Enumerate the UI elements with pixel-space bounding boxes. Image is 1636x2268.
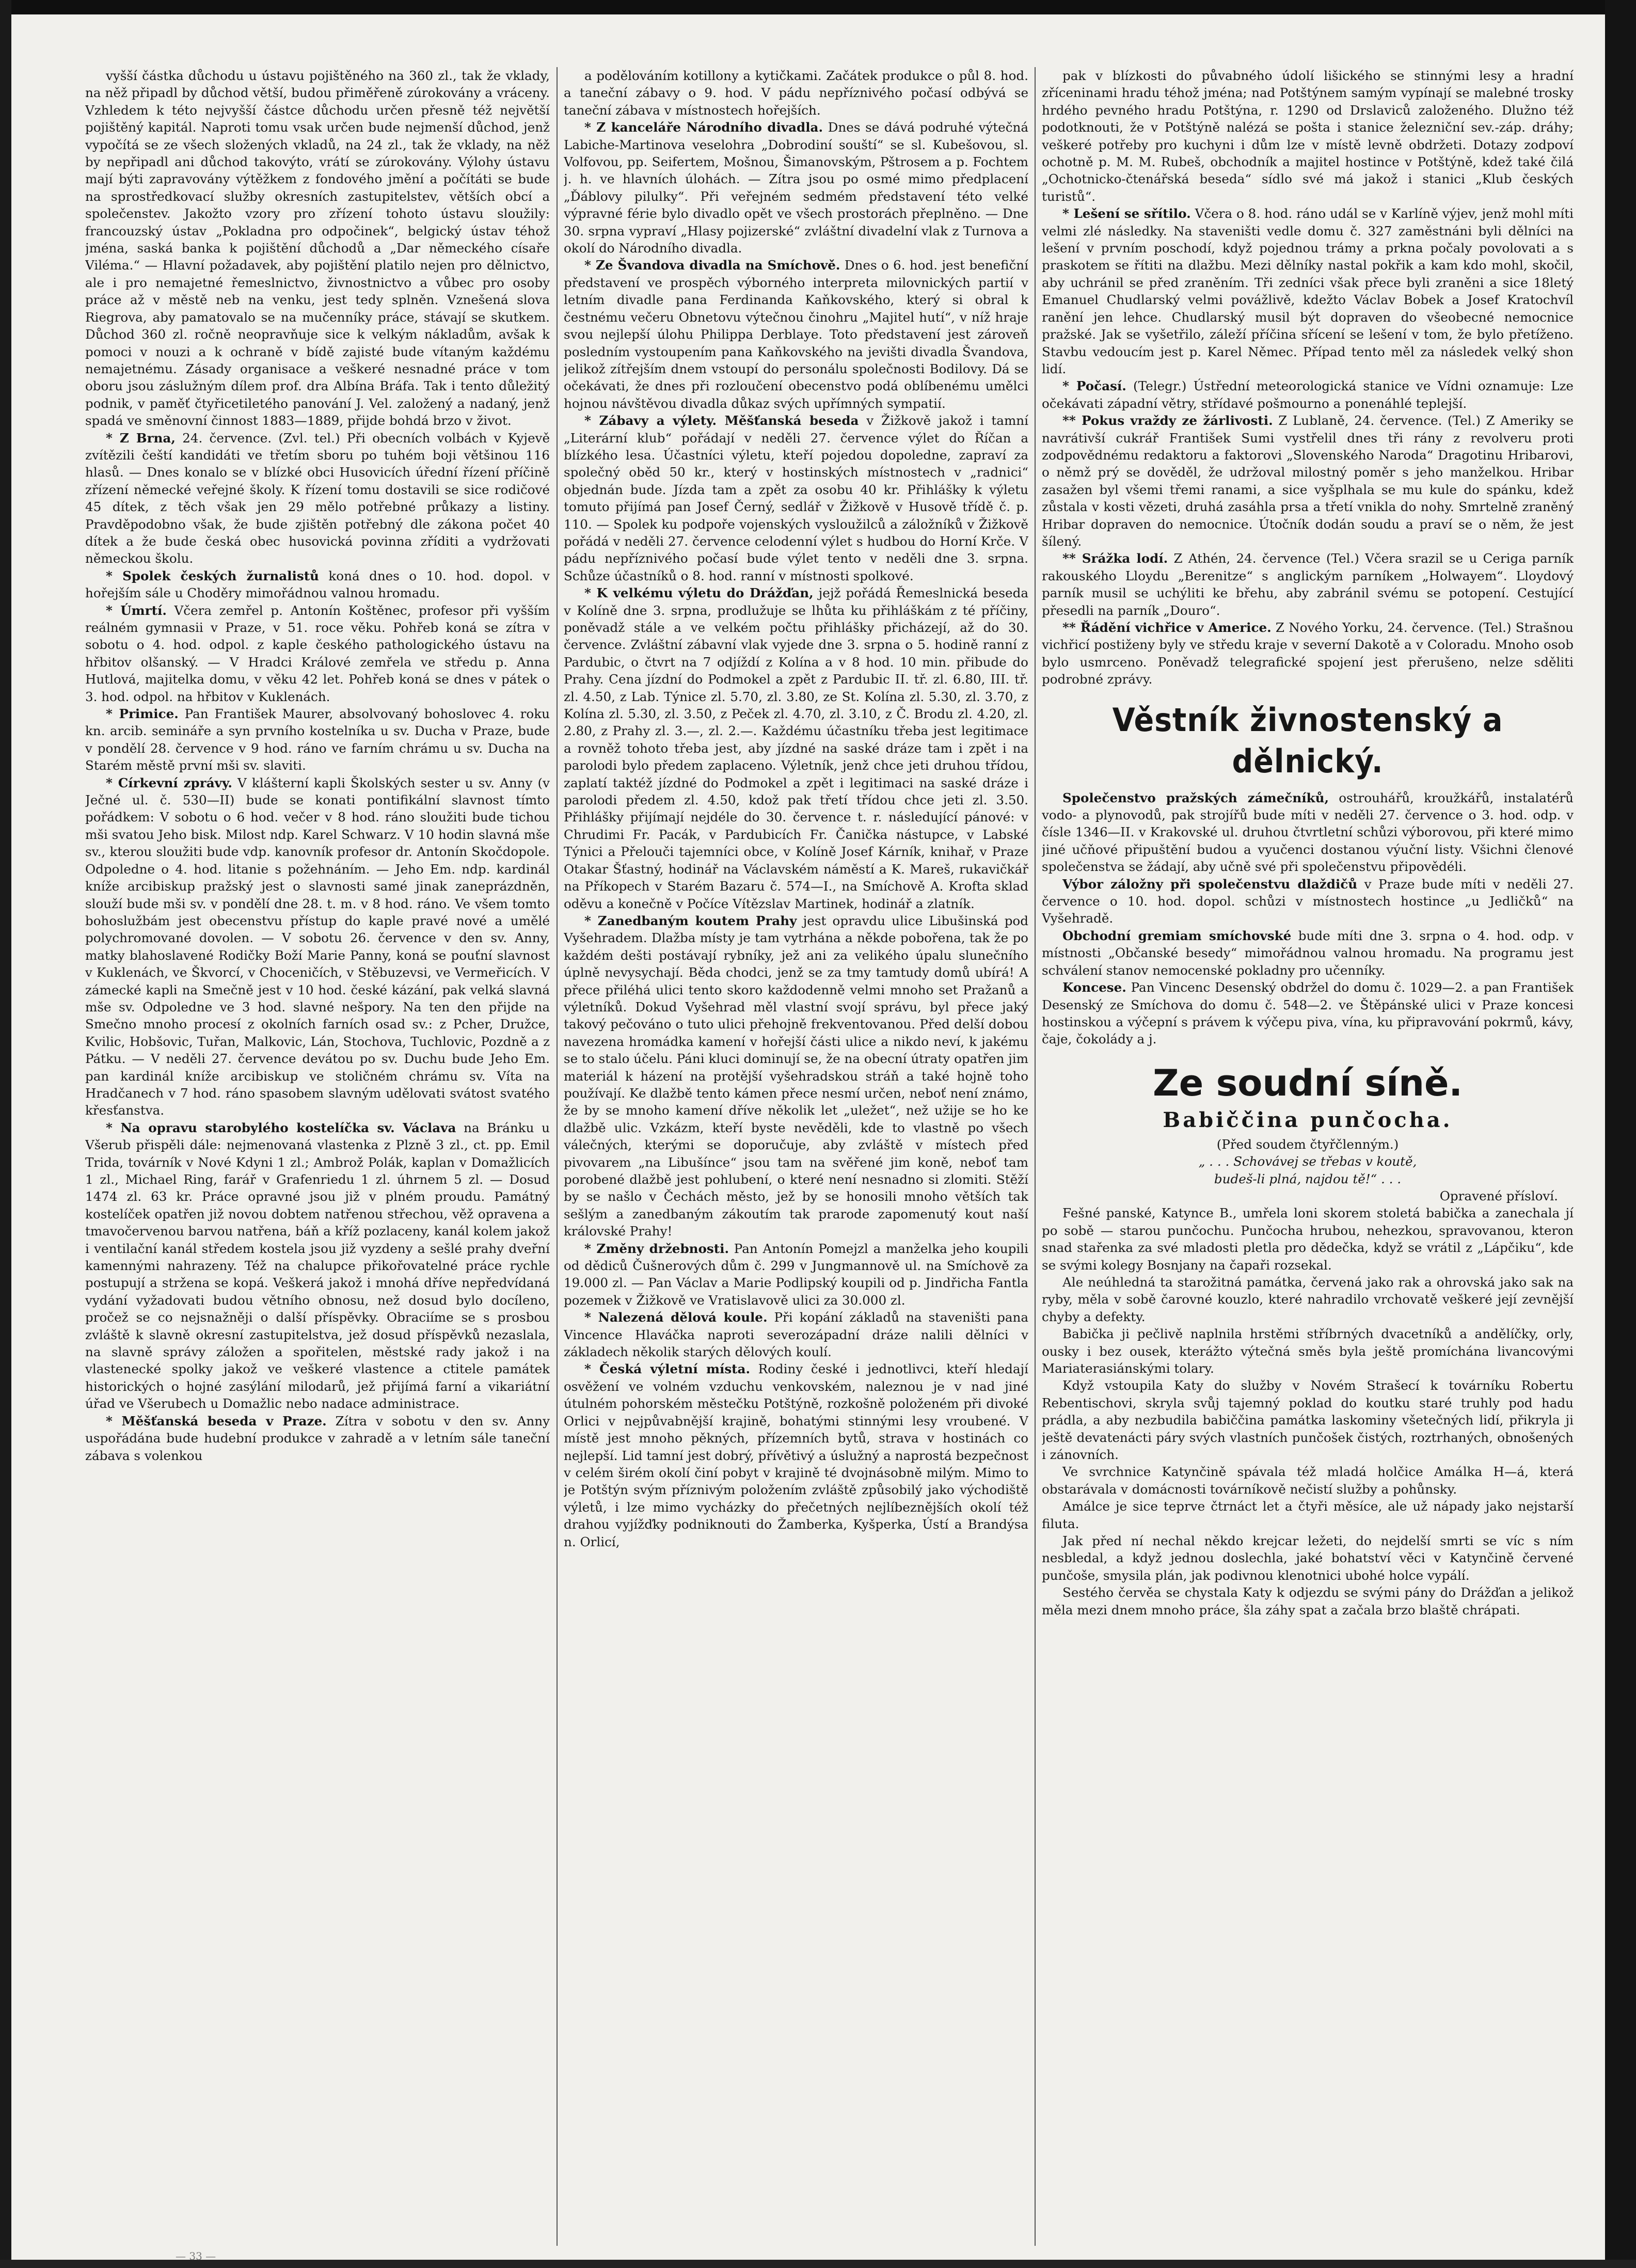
article-lead: * Úmrtí. (106, 602, 167, 618)
article-body: Ale neúhledná ta starožitná památka, červená jako rak a ohrovská jako sak na ryby, měla v sobě čarovné kouzlo, které nahradilo vrchovatě veškeré její zevnější chyby a defekty. (1042, 1274, 1574, 1324)
epigraph-line: budeš-li plná, najdou tě!“ . . . (1214, 1171, 1402, 1186)
article-paragraph (1042, 1532, 1574, 1584)
court-article-title: Babiččina punčocha. (1163, 1107, 1453, 1132)
article-paragraph (1042, 1463, 1574, 1498)
epigraph-line: „ . . . Schovávej se třebas v koutě, (1198, 1154, 1417, 1169)
article-lead: * Nalezená dělová koule. (584, 1310, 768, 1325)
article-paragraph (85, 430, 550, 567)
section-heading: Věstník živnostenský a dělnický. (1112, 701, 1503, 780)
article-body: Babička ji pečlivě naplnila hrstěmi stříbrných dvacetníků a andělíčky, orly, ousky i bez ousek, kterážto výtečná směs byla ještě promíchána livancovými Mariaterasiánskými tolary. (1042, 1326, 1574, 1376)
article-body: na Bránku u Všerub přispěli dále: nejmenovaná vlastenka z Plzně 3 zl., ct. pp. Emil Trida, továrník v Nové Kdyni 1 zl.; Ambrož Polák, kaplan v Domažlicích 1 zl., Michael Ring, farář v Grafenriedu 1 zl. úhrnem 5 zl. — Dosud 1474 zl. 63 kr. Práce opravné jsou již v plném proudu. Památný kostelíček opatřen již novou dobtem natřenou střechou, věž opravena a tmavočervenou barvou natřena, báň a kříž pozlaceny, kanál kolem jakož i ventilační kanál středem kostela jsou již vyzdeny a sešlé prahy dveřní kamennými nahrazeny. Též na chalupce přikořovatelné práce rychle postupují a stržena se kopá. Veškerá jakož i mnohá dříve nepředvídaná vydání vyžadovati budou větního obnosu, než dosud bylo docíleno, pročež se co nejsnažněji o další příspěvky. Obraciíme se s prosbou zvláště k slavně okresní zastupitelstva, jež dosud příspěvků nezaslala, na slavně správy záložen a spořitelen, městské rady jakož i na vlastenecké spolky jakož ve veškeré vlastence a ctitele památek historických o hojné zasýlání milodarů, jež přijímá farní a vikariátní úřad ve Všerubech u Domažlic nebo nadace administrace. (85, 1120, 550, 1411)
article-paragraph (1042, 789, 1574, 876)
article-paragraph (85, 602, 550, 705)
column-divider (557, 67, 558, 2246)
article-lead: Společenstvo pražských zámečníků, (1062, 790, 1329, 805)
article-body: jejž pořádá Řemeslnická beseda v Kolíně dne 3. srpna, prodlužuje se lhůta ku přihláškám z té příčiny, poněvadž stále a ve velkém počtu přihlášky přicházejí, až do 30. července. Zvláštní zábavní vlak vyjede dne 3. srpna o 5. hodině ranní z Pardubic, o čtvrt na 7 odjíždí z Kolína a v 8 hod. 10 min. přibude do Prahy. Cena jízdní do Podmokel a zpět z Pardubic II. tř. zl. 6.80, III. tř. zl. 4.50, z Lab. Týnice zl. 5.70, zl. 3.80, ze St. Kolína zl. 5.30, zl. 3.70, z Kolína zl. 5.30, zl. 3.50, z Peček zl. 4.70, zl. 3.10, z Č. Brodu zl. 4.20, zl. 2.80, z Prahy zl. 3.—, zl. 2.—. Každému účastníku třeba jest legitimace a rovněž tohoto třeba jest, aby jízdné na saské dráze tam i zpět i na parolodi bylo předem zaplaceno. Výletník, jenž chce jeti druhou třídou, zaplatí taktéž jízdné do Podmokel a zpět i legitimaci na saské dráze i parolodi předem zl. 4.50, kdož pak třetí třídou chce jeti zl. 3.50. Přihlášky přijímají nejdéle do 30. července t. r. následující pánové: v Chrudimi Fr. Pacák, v Pardubicích Fr. Čanička nástupce, v Labské Týnici a Přelouči tajemníci obce, v Kolíně Josef Kárník, knihař, v Praze Otakar Šťastný, hodinář na Václavském náměstí a K. Mareš, rukavičkář na Příkopech v Starém Bazaru č. 574—I., na Smíchově A. Krofta sklad oděvu a konečně v Počíce Vítězslav Martinek, hodinář a zlatník. (564, 585, 1028, 911)
article-body: Pan Vincenc Desenský obdržel do domu č. 1029—2. a pan František Desenský ze Smíchova do domu č. 548—2. ve Štěpánské ulici v Praze koncesi hostinskou a výčepní s právem k výčepu piva, vína, ku připravování pokrmů, kávy, čaje, čokolády a j. (1042, 980, 1574, 1047)
article-body: 24. července. (Zvl. tel.) Při obecních volbách v Kyjevě zvítězili čeští kandidáti ve třetím sboru po tuhém boji většinou 116 hlasů. — Dnes konalo se v blízké obci Husovicích úřední řízení příčině zřízení německé veřejné školy. K řízení tomu dostavili se sice rodičové 45 dítek, z těch však jen 29 mělo potřebné průkazy a listiny. Pravděpodobno však, že bude zjištěn potřebný dle zákona počet 40 dítek a že bude česká obec husovická povinna zříditi a vydržovati německou školu. (85, 430, 550, 566)
article-lead: * Lešení se sřítilo. (1062, 206, 1191, 221)
article-lead: * Česká výletní místa. (584, 1361, 751, 1377)
article-body: Dnes se dává podruhé výtečná Labiche-Martinova veselohra „Dobrodiní souští“ se sl. Kubešovou, sl. Volfovou, pp. Seifertem, Mošnou, Šimanovským, Pštrosem a p. Fochtem j. h. ve hlavních úlohách. — Zítra jsou po osmé mimo předplacení „Ďáblovy pilulky“. Při veřejném sedmém představení této velké výpravné férie bylo divadlo opět ve všech prostorách přeplněno. — Dne 30. srpna vypraví „Hlasy pojizerské“ zvláštní divadelní vlak z Turnova a okolí do Národního divadla. (564, 120, 1028, 256)
article-paragraph (85, 567, 550, 602)
article-lead: * Počasí. (1062, 378, 1126, 394)
article-paragraph (1042, 67, 1574, 205)
article-lead: * Primice. (106, 706, 179, 722)
epigraph-source: Opravené přísloví. (1439, 1188, 1558, 1203)
article-paragraph (1042, 1274, 1574, 1325)
article-body: Rodiny české i jednotlivci, kteří hledají osvěžení ve volném vzduchu venkovském, naleznou je v nad jiné útulném pohorském městečku Potštýně, rozkošně položeném při divoké Orlici v nejpůvabnější krajině, bohatými stinnými lesy vroubené. V místě jest mnoho pěkných, přízemních bytů, strava v hostinách co nejlepší. Lid tamní jest dobrý, přívětivý a úslužný a naprostá bezpečnost v celém širém okolí činí pobyt v krajině té dvojnásobně milým. Mimo to je Potštýn svým příznivým položením zvláště způsobilý jako východiště výletů, i lze mimo vycházky do přečetných nejlíbeznějších okolí též drahou vyjížďky podniknouti do Žamberka, Kyšperka, Ústí a Brandýsa n. Orlicí, (564, 1361, 1028, 1549)
article-lead: * Spolek českých žurnalistů (106, 568, 319, 583)
article-lead: * Z kanceláře Národního divadla. (584, 120, 823, 135)
article-paragraph (1042, 619, 1574, 688)
article-paragraph (1042, 1325, 1574, 1377)
article-lead: * Měšťanská beseda v Praze. (106, 1413, 327, 1429)
article-body: a podělováním kotillony a kytičkami. Začátek produkce o půl 8. hod. a taneční zábavy o 9. hod. V pádu nepříznivého počasí odbývá se taneční zábava v místnostech hořejších. (564, 68, 1028, 118)
article-lead: * Církevní zprávy. (106, 775, 232, 790)
article-body: Při kopání základů na staveništi pana Vincence Hlaváčka naproti severozápadní dráze nalili dělníci v základech několik starých dělových koulí. (564, 1310, 1028, 1360)
article-paragraph (564, 1360, 1028, 1550)
scan-border-bottom (0, 2260, 1636, 2268)
article-lead: ** Srážka lodí. (1062, 551, 1168, 566)
article-body: vyšší částka důchodu u ústavu pojištěného na 360 zl., tak že vklady, na něž připadl by důchod větší, budou přiměřeně zúrokovány a vráceny. Vzhledem k této nejvyšší částce důchodu určen přesně též největší pojištěný kapitál. Naproti tomu vsak určen bude nejmenší důchod, jenž vypočítá se ze všech složených vkladů, na 24 zl., tak že vklady, na něž by nepřipadl ani důchod takovýto, vrátí se zúrokovány. Výlohy ústavu mají býti zapravovány výtěžkem z fondového jmění a počítáti se bude na sprostředkovací služby okresních zastupitelstev, větších obcí a společenstev. Jakožto vzory pro zřízení tohoto ústavu sloužily: francouzský ústav „Pokladna pro odpočinek“, belgický ústav téhož jména, saská banka k pojištění důchodů a „Dar německého císaře Viléma.“ — Hlavní požadavek, aby pojištění platilo nejen pro dělnictvo, ale i pro nemajetné řemeslnictvo, živnostnictvo a vůbec pro osoby práce až v městě neb na venku, jest tedy splněn. Vznešená slova Riegrova, aby pamatovalo se na mučenníky práce, stávají se skutkem. Důchod 360 zl. ročně neopravňuje sice k velkým nákladům, avšak k pomoci v nouzi a k ochraně v bídě zajisté bude vítaným každému nemajetnému. Zásady organisace a veškeré nesnadné práce v tom oboru jsou záslužným dílem prof. dra Albína Bráfa. Tak i tento důležitý podnik, v paměť čtyřicetiletého panování J. Vel. založený a nadaný, jenž spadá ve směnovní činnost 1883—1889, přijde bohdá brzo v život. (85, 68, 550, 429)
page-fragment-text: — 33 — (176, 2250, 216, 2262)
article-paragraph (564, 67, 1028, 119)
article-body: Z Lublaně, 24. července. (Tel.) Z Ameriky se navrátivší cukrář František Sumi vystřelil dnes tři rány z revolveru proti zodpovědnému redaktoru a faktorovi „Slovenského Naroda“ Dragotinu Hribarovi, o němž prý se dověděl, že udržoval milostný poměr s jeho manželkou. Hribar zasažen byl všemi třemi ranami, a sice vyšplhala se mu kule do spánku, kdež zůstala v kosti vězeti, druhá zasáhla prsa a třetí vnikla do nohy. Smrtelně zraněný Hribar dopraven do nemocnice. Útočník dodán soudu a praví se o něm, že jest šílený. (1042, 413, 1574, 549)
article-paragraph (564, 584, 1028, 912)
article-paragraph (1042, 550, 1574, 619)
article-body: ostrouhářů, kroužkářů, instalatérů vodo- a plynovodů, pak strojířů bude míti v neděli 27. července o 3. hod. odp. v čísle 1346—II. v Krakovské ul. druhou čtvrtletní schůzi výborovou, při které mimo jiné učňové připuštění budou a vyučenci dostanou výuční listy. Všichni členové společenstva se žádají, aby učně své při společenstvu připovědéli. (1042, 790, 1574, 875)
article-column-2 (564, 67, 1028, 2246)
article-paragraph (1042, 1498, 1574, 1532)
article-paragraph (1042, 979, 1574, 1048)
column-divider (1035, 67, 1036, 2246)
article-paragraph (1042, 412, 1574, 550)
article-paragraph (1042, 927, 1574, 979)
article-body: Sestého červěa se chystala Katy k odjezdu se svými pány do Drážďan a jelikož měla mezi dnem mnoho práce, šla záhy spat a začala brzo blaště chrápati. (1042, 1585, 1574, 1617)
article-paragraph (564, 257, 1028, 412)
article-body: Fešné panské, Katynce B., umřela loni skorem stoletá babička a zanechala jí po sobě — starou punčochu. Punčocha hrubou, nehezkou, spravovanou, kteron snad stařenka za své mladosti pletla pro dědečka, když se vrátil z „Lápčiku“, kde se svými kolegy Bosnjany na čapaři rozsekal. (1042, 1206, 1574, 1273)
article-body: Ve svrchnice Katynčině spávala též mladá holčice Amálka H—á, která obstarávala v domácnosti továrníkově nečistí služby a pohůnsky. (1042, 1464, 1574, 1497)
article-lead: * K velkému výletu do Drážďan, (584, 585, 814, 601)
article-body: v Žižkově jakož i tamní „Literární klub“ pořádají v neděli 27. července výlet do Říčan a blízkého lesa. Účastníci výletu, kteří pojedou dopoledne, zapraví za společný oběd 50 kr., který v hostinských místnostech v „radnici“ objednán bude. Jízda tam a zpět za osobu 40 kr. Přihlášky k výletu tomuto přijímá pan Josef Černý, sedlář v Žižkově v Husově třídě č. p. 110. — Spolek ku podpoře vojenských vysloužilců a záložníků v Žižkově pořádá v neděli 27. července celodenní výlet s hudbou do Horní Krče. V pádu nepříznivého počasí bude výlet tento v neděli dne 3. srpna. Schůze účastníků o 8. hod. ranní v místnosti spolkové. (564, 413, 1028, 583)
article-paragraph (564, 412, 1028, 584)
article-paragraph (1042, 377, 1574, 412)
article-lead: * Změny držebnosti. (584, 1241, 729, 1256)
article-body: Z Nového Yorku, 24. července. (Tel.) Strašnou vichřicí postiženy byly ve středu kraje v severní Dakotě a v Coloradu. Mnoho osob bylo usmrceno. Poněvadž telegrafické spojení jest přerušeno, nelze sděliti podrobné zprávy. (1042, 620, 1574, 687)
article-lead: * Z Brna, (106, 430, 176, 446)
scan-border-top (0, 0, 1636, 14)
article-body: jest opravdu ulice Libušinská pod Vyšehradem. Dlažba místy je tam vytrhána a někde pobořena, tak že po každém dešti postávají rybníky, jež ani za velikého úpalu slunečního úplně nevysychají. Běda chodci, jenž se za tmy tamtudy domů ubírá! A přece přiléhá ulici tento skoro každodenně velmi mnoho set Pražanů a výletníků. Dokud Vyšehrad měl vlastní svojí správu, byl přece jaký takový pečováno o tuto ulici přehojně frekventovanou. Před delší dobou navezena hromádka kamení v hořejší části ulice a nikdo neví, k jakému se to stalo účelu. Páni kluci dominují se, že na obecní útraty opatřen jim materiál k házení na protější vyšehradskou stráň a také hojně toho používají. Ke dlažbě tento kámen přece nesmí určen, neboť není známo, že by se mnoho kamení dříve několik let „uležet“, než užije se ho ke dlažbě ulic. Vzkázm, kteří byste nevěděli, kde to vlastně po všech válečných, kterými se doporučuje, aby zvláště v místech před pivovarem „na Libušínce“ jsou tam na svěřené jim koně, neboť tam porobené dlažbě jest pohlubení, o které není nesnadno si zlomiti. Stěží by se našlo v Čechách město, jež by se honosili mnoho větších tak sešlým a zanedbaným zákoutím tak prarode zapomenutý kout naší královské Prahy! (564, 913, 1028, 1239)
article-body: Když vstoupila Katy do služby v Novém Strašecí k továrníku Robertu Rebentischovi, skryla svůj tajemný poklad do koutku staré truhly pod hadu prádla, a aby nezbudila babiččina památka laskominy všetečných lidí, přikryla ji ještě devatenácti páry svých vlastních punčošek čistých, roztrhaných, obnošených i zánovních. (1042, 1378, 1574, 1463)
article-paragraph (85, 1413, 550, 1464)
article-column-1 (85, 67, 550, 2246)
court-article-note: (Před soudem čtyřčlenným.) (1216, 1136, 1399, 1152)
article-paragraph (85, 1119, 550, 1413)
article-body: Zítra v sobotu v den sv. Anny uspořádána bude hudební produkce v zahradě a v letním sále taneční zábava s volenkou (85, 1413, 550, 1463)
article-paragraph (85, 67, 550, 430)
article-body: Jak před ní nechal někdo krejcar ležeti, do nejdelší smrti se víc s ním nesbledal, a když jednou doslechla, jaké bohatství věci v Katynčině červené punčoše, smysila plán, jak podivnou klenotnici ubohé holce vypálí. (1042, 1533, 1574, 1583)
court-section-title: Ze soudní síně. (1152, 1061, 1463, 1104)
article-paragraph (1042, 205, 1574, 377)
article-lead: * Na opravu starobylého kostelíčka sv. Václava (106, 1120, 456, 1135)
article-body: Dnes o 6. hod. jest benefiční představení ve prospěch výborného interpreta milovnických partií v letním divadle pana Ferdinanda Kaňkovského, který si obral k čestnému večeru Obnetovu výtečnou činohru „Majitel hutí“, v níž hraje svou nejlepší úlohu Philippa Derblaye. Toto představení jest zároveň posledním vystoupením pana Kaňkovského na jevišti divadla Švandova, jelikož zítřejším dnem vstoupí do personálu společnosti Bodilovy. Dá se očekávati, že dnes při rozloučení obecenstvo podá oblíbenému umělci hojnou návštěvou divadla důkaz svých upřímných sympatií. (564, 258, 1028, 411)
article-body: Včera zemřel p. Antonín Koštěnec, profesor při vyšším reálném gymnasii v Praze, v 51. roce věku. Pohřeb koná se zítra v sobotu o 4. hod. odpol. z kaple českého pathologického ústavu na hřbitov olšanský. — V Hradci Králové zemřela ve středu p. Anna Hutlová, majitelka domu, v věku 42 let. Pohřeb koná se dnes v pátek o 3. hod. odpol. na hřbitov v Kuklenách. (85, 602, 550, 704)
article-body: Pan František Maurer, absolvovaný bohoslovec 4. roku kn. arcib. semináře a syn prvního kostelníka u sv. Ducha v Praze, bude v pondělí 28. července v 9 hod. ráno ve farním chrámu u sv. Ducha na Starém městě první mši sv. slaviti. (85, 706, 550, 773)
article-body: koná dnes o 10. hod. dopol. v hořejším sále u Choděry mimořádnou valnou hromadu. (85, 568, 550, 601)
article-body: bude míti dne 3. srpna o 4. hod. odp. v místnosti „Občanské besedy“ mimořádnou valnou hromadu. Na programu jest schválení stanov nemocenské pokladny pro učenníky. (1042, 928, 1574, 978)
article-paragraph (564, 119, 1028, 257)
article-lead: ** Pokus vraždy ze žárlivosti. (1062, 413, 1273, 429)
article-paragraph (1042, 876, 1574, 927)
article-paragraph (85, 774, 550, 1119)
article-paragraph (1042, 1584, 1574, 1619)
article-lead: Výbor záložny při společenstvu dlaždičů (1062, 876, 1358, 892)
article-body: v Praze bude míti v neděli 27. července o 10. hod. dopol. schůzi v místnostech hostince „u Jedličků“ na Vyšehradě. (1042, 876, 1574, 926)
article-lead: * Zanedbaným koutem Prahy (584, 913, 797, 928)
article-paragraph (85, 705, 550, 774)
article-paragraph (564, 1240, 1028, 1309)
article-body: Pan Antonín Pomejzl a manželka jeho koupili od dědiců Čušnerových dům č. 299 v Jungmannově ul. na Smíchově za 19.000 zl. — Pan Václav a Marie Podlipský koupili od p. Jindřicha Fantla pozemek v Žižkově ve Vratislavově ulici za 30.000 zl. (564, 1241, 1028, 1308)
article-column-3 (1042, 67, 1574, 2246)
article-lead: Obchodní gremiam smíchovské (1062, 928, 1292, 943)
article-body: V klášterní kapli Školských sester u sv. Anny (v Ječné ul. č. 530—II) bude se konati pontifikální slavnost tímto pořádkem: V sobotu o 6 hod. večer v 8 hod. ráno sloužiti bude tichou mši svatou Jeho bisk. Milost ndp. Karel Schwarz. V 10 hodin slavná mše sv., kterou sloužiti bude vdp. kanovník profesor dr. Antonín Skočdopole. Odpoledne o 4. hod. litanie s požehnáním. — Jeho Em. ndp. kardinál kníže arcibiskup pražský jest o slavnosti samé jinak zaneprázdněn, slouží bude mši sv. v pondělí dne 28. t. m. v 8 hod. ráno. Ve všem tomto bohoslužbám jest obecenstvu přístup do kaple pravé nové a umělé polychromované dovolen. — V sobotu 26. července v den sv. Anny, matky blahoslavené Rodičky Boží Marie Panny, koná se pouťní slavnost v Kuklenách, ve Škvorcí, v Choceničích, v Stěbuzevsi, ve Vermeřicích. V zámecké kapli na Smečně jest v 10 hod. české kázání, pak velká slavná mše sv. Odpoledne ve 3 hod. slavné nešpory. Na ten den přijde na Smečno mnoho procesí z okolních farních osad sv.: z Pcher, Družce, Kvilic, Hobšovic, Tuřan, Malkovic, Lán, Stochova, Tuchlovic, Pozdně a z Pátku. — V neděli 27. července devátou po sv. Duchu bude Jeho Em. pan kardinál kníže arcibiskup ve stoličném chrámu sv. Víta na Hradčanech v 7 hod. ráno spasobem slavným udělovati svátost svatého křesťanstva. (85, 775, 550, 1118)
article-paragraph (564, 1309, 1028, 1360)
article-body: (Telegr.) Ústřední meteorologická stanice ve Vídni oznamuje: Lze očekávati západní větry, střídavé pošmourno a ponenáhlé teplejší. (1042, 378, 1574, 411)
article-body: Amálce je sice teprve čtrnáct let a čtyři měsíce, ale už nápady jako nejstarší filuta. (1042, 1499, 1574, 1531)
article-paragraph (1042, 1204, 1574, 1274)
article-lead: * Zábavy a výlety. Měšťanská beseda (584, 413, 859, 429)
article-lead: ** Řádění vichřice v Americe. (1062, 620, 1272, 635)
article-body: pak v blízkosti do půvabného údolí lišického se stinnými lesy a hradní zříceninami hradu téhož jména; nad Potštýnem samým vypínají se malebné trosky hrdého pevného hradu Potštýna, r. 1290 od Drslaviců založeného. Dlužno též podotknouti, že v Potštýně nalézá se pošta i stanice železniční sev.-záp. dráhy; veškeré potřeby pro kuchyni i dům lze v místě levně obdržeti. Dotazy zodpoví ochotně p. M. M. Rubeš, obchodník a majitel hostince v Potštýně, kdež také čilá „Ochotnicko-čtenářská beseda“ sídlo své má jakož i stanici „Klub českých turistů“. (1042, 68, 1574, 204)
article-paragraph (1042, 1377, 1574, 1463)
article-paragraph (564, 912, 1028, 1240)
article-lead: * Ze Švandova divadla na Smíchově. (584, 258, 840, 273)
scan-border-right (1605, 0, 1636, 2268)
article-lead: Koncese. (1062, 980, 1126, 995)
scan-border-left (0, 0, 11, 2268)
article-body: Včera o 8. hod. ráno udál se v Karlíně výjev, jenž mohl míti velmi zlé následky. Na staveništi vedle domu č. 327 zaměstnáni byli dělníci na lešení v prvním poschodí, když pojednou trámy a prkna počaly povolovati a s praskotem se řítiti na dlažbu. Mezi dělníky nastal pokřik a kam kdo mohl, skočil, aby uchránil se před zraněním. Tři zedníci však přece byli zraněni a sice 18letý Emanuel Chudlarský velmi povážlivě, kdežto Václav Bobek a Josef Kratochvíl ranění jen lehce. Chudlarský musil být dopraven do všeobecné nemocnice pražské. Jak se vyšetřilo, záleží příčina sřícení se lešení v tom, že bylo přetíženo. Stavbu vedoucím jest p. Karel Němec. Případ tento měl za následek velký shon lidí. (1042, 206, 1574, 376)
article-body: Z Athén, 24. července (Tel.) Včera srazil se u Ceriga parník rakouského Lloydu „Berenitze“ s anglickým parníkem „Holwayem“. Lloydový parník musil se uchýliti ke břehu, aby zabránil svému se potopení. Cestující přesedli na parník „Douro“. (1042, 551, 1574, 618)
